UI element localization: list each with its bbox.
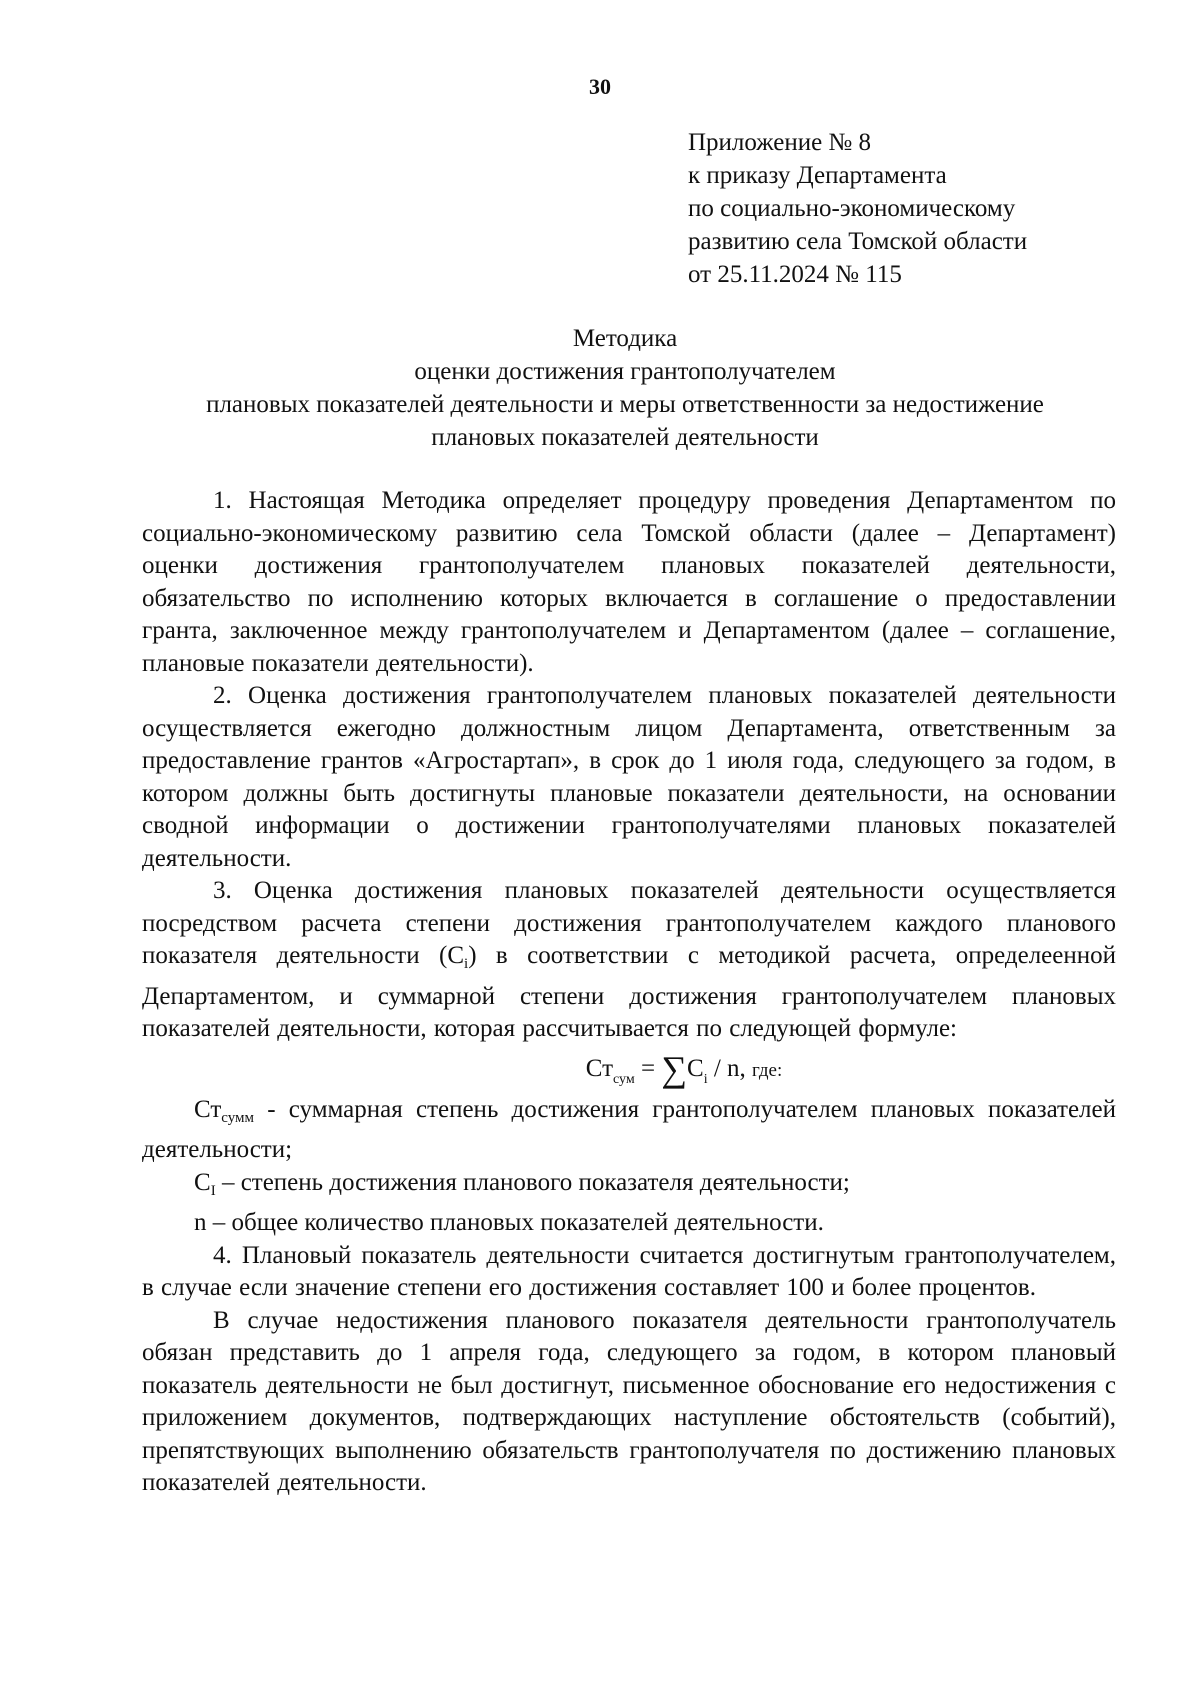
paragraph-3-text-a: 3. Оценка достижения плановых показателей деятельности осуществляется посредством расчета степени достижения грантополучателем каждого планового показателя деятельности (C [142,877,1116,969]
appendix-block [688,126,1027,291]
definition-subscript: I [210,1182,216,1199]
document-title [140,322,1110,454]
formula-where: где: [752,1059,783,1081]
formula-equals: = [634,1054,662,1082]
definition-text: - суммарная степень достижения грантополучателем плановых показателей деятельности; [142,1095,1116,1163]
definition-symbol: C [194,1168,211,1196]
formula-term-subscript: i [703,1071,708,1087]
appendix-line: Приложение № 8 [688,129,872,156]
appendix-line: от 25.11.2024 № 115 [688,261,902,288]
sum-symbol: ∑ [661,1048,687,1089]
definition-text: – степень достижения планового показателя деятельности; [215,1168,850,1196]
definition-sum [142,1094,1116,1167]
paragraph-3-subscript: i [464,956,469,972]
paragraph-1: 1. Настоящая Методика определяет процедуру проведения Департаментом по социально-экономическому развитию села Томской области (далее – Департамент) оценки достижения грантополучателем плановых показателей деятельности, обязательство по исполнению которых включается в соглашение о предоставлении гранта, заключенное между грантополучателем и Департаментом (далее – соглашение, плановые показатели деятельности). [142,487,1116,677]
paragraph-3-text-b: ) в соответствии с методикой расчета, определеенной Департаментом, и суммарной степени достижения грантополучателем плановых показателей деятельности, которая рассчитывается по следующей формуле: [142,942,1116,1042]
title-line: Методика [572,325,678,352]
definition-subscript: сумм [221,1109,255,1126]
title-line: оценки достижения грантополучателем [414,358,836,385]
title-line: плановых показателей деятельности [431,424,819,451]
paragraph-3 [142,875,1116,1046]
formula [142,1046,1116,1094]
definition-ci [142,1167,1116,1208]
title-line: плановых показателей деятельности и меры ответственности за недостижение [206,391,1044,418]
appendix-line: к приказу Департамента [688,162,947,189]
formula-term: C [687,1054,704,1082]
paragraph-2: 2. Оценка достижения грантополучателем плановых показателей деятельности осуществляется ежегодно должностным лицом Департамента, ответственным за предоставление грантов «Агростартап», в срок до 1 июля года, следующего за годом, в котором должны быть достигнуты плановые показатели деятельности, на основании сводной информации о достижении грантополучателями плановых показателей деятельности. [142,682,1116,872]
definition-symbol: Ст [194,1095,222,1123]
definition-n: n – общее количество плановых показателей деятельности. [194,1209,824,1236]
document-body [142,485,1116,1500]
appendix-line: развитию села Томской области [688,228,1028,255]
appendix-line: по социально-экономическому [688,195,1016,222]
page-number: 30 [589,74,611,99]
paragraph-4: 4. Плановый показатель деятельности считается достигнутым грантополучателем, в случае если значение степени его достижения составляет 100 и более процентов. [142,1241,1116,1301]
formula-divisor: / n, [707,1054,753,1082]
formula-lhs-subscript: сум [613,1071,635,1087]
formula-lhs: Ст [585,1054,613,1082]
paragraph-5: В случае недостижения планового показателя деятельности грантополучатель обязан представить до 1 апреля года, следующего за годом, в котором плановый показатель деятельности не был достигнут, письменное обоснование его недостижения с приложением документов, подтверждающих наступление обстоятельств (событий), препятствующих выполнению обязательств грантополучателя по достижению плановых показателей деятельности. [142,1306,1116,1496]
